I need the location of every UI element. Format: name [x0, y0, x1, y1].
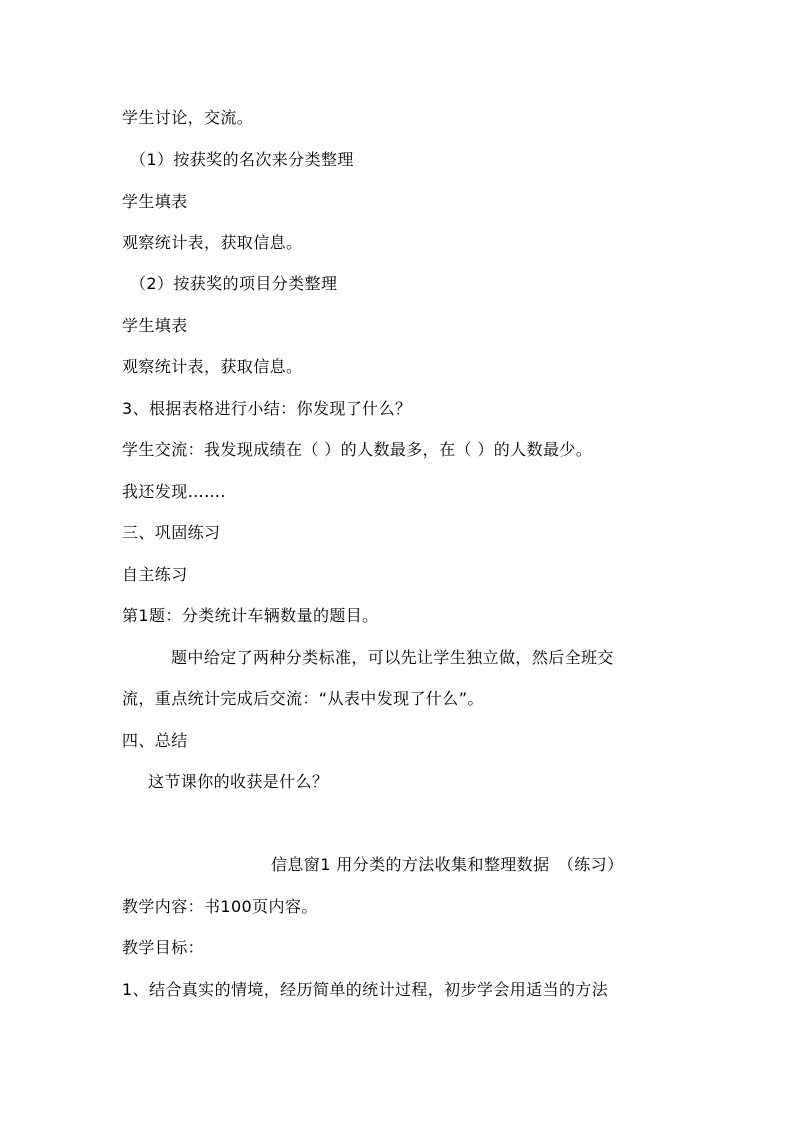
text-line-self-practice: 自主练习	[122, 565, 188, 584]
text-line-observe-table-1: 观察统计表，获取信息。	[122, 233, 303, 252]
text-line-goal-1: 1、结合真实的情境，经历简单的统计过程，初步学会用适当的方法	[122, 980, 609, 999]
text-line-summary-question: 3、根据表格进行小结：你发现了什么？	[122, 399, 412, 418]
text-line-discussion: 学生讨论，交流。	[122, 108, 254, 127]
text-line-takeaway-question: 这节课你的收获是什么？	[148, 772, 329, 791]
text-line-sort-by-rank: （1）按获奖的名次来分类整理	[130, 150, 354, 169]
lesson-title: 信息窗1 用分类的方法收集和整理数据 （练习）	[271, 855, 624, 874]
text-line-teaching-goals: 教学目标：	[122, 938, 205, 957]
section-heading-summary: 四、总结	[122, 731, 188, 750]
text-line-also-found: 我还发现…….	[122, 482, 226, 501]
section-heading-practice: 三、巩固练习	[122, 523, 221, 542]
text-line-fill-table-2: 学生填表	[122, 316, 188, 335]
text-line-sort-by-event: （2）按获奖的项目分类整理	[130, 274, 338, 293]
text-line-observe-table-2: 观察统计表，获取信息。	[122, 357, 303, 376]
text-line-fill-table-1: 学生填表	[122, 192, 188, 211]
text-line-paragraph-end: 流，重点统计完成后交流：“从表中发现了什么”。	[122, 689, 484, 708]
text-line-question-1: 第1题：分类统计车辆数量的题目。	[122, 606, 379, 625]
text-line-teaching-content: 教学内容：书100页内容。	[122, 897, 318, 916]
text-line-student-exchange: 学生交流：我发现成绩在（ ）的人数最多，在（ ）的人数最少。	[122, 440, 593, 459]
text-line-paragraph-start: 题中给定了两种分类标准，可以先让学生独立做，然后全班交	[171, 648, 614, 667]
